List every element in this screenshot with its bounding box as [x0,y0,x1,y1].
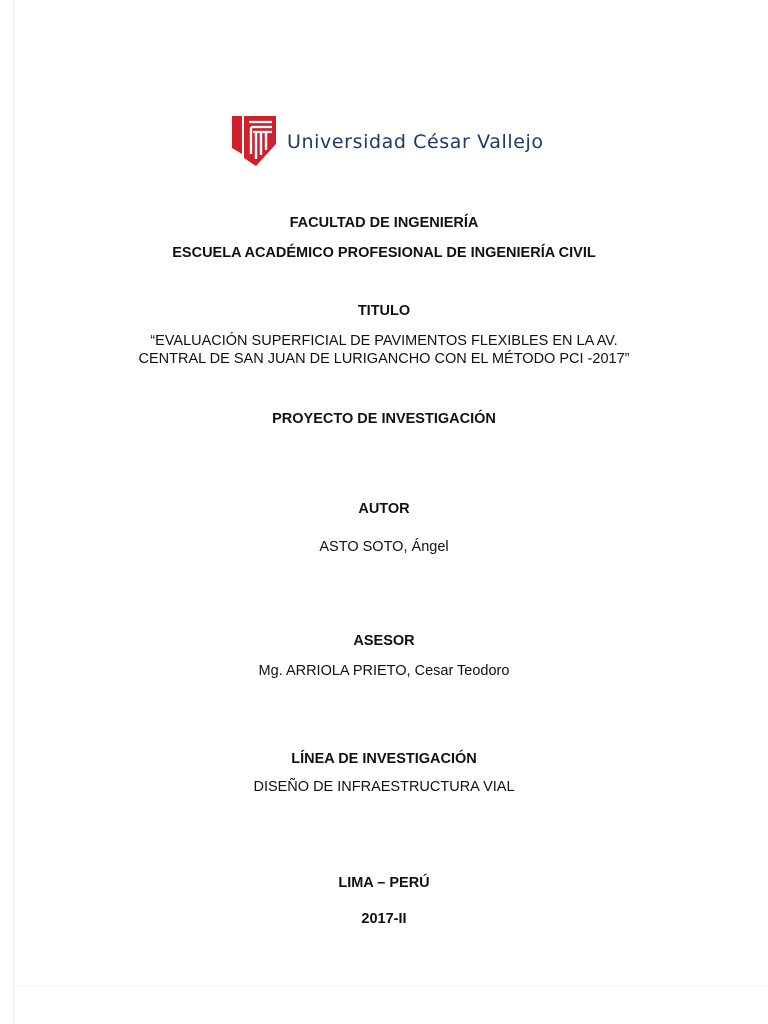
place: LIMA – PERÚ [338,875,430,891]
thesis-title-line-2: CENTRAL DE SAN JUAN DE LURIGANCHO CON EL MÉTODO PCI -2017” [138,351,630,367]
thesis-title-line-1: “EVALUACIÓN SUPERFICIAL DE PAVIMENTOS FLEXIBLES EN LA AV. [150,333,618,349]
author-name: ASTO SOTO, Ángel [319,539,449,555]
advisor-name: Mg. ARRIOLA PRIETO, Cesar Teodoro [258,663,510,679]
author-heading: AUTOR [358,501,410,517]
period: 2017-II [361,911,407,927]
school-heading: ESCUELA ACADÉMICO PROFESIONAL DE INGENIERÍA CIVIL [172,245,596,261]
research-line-heading: LÍNEA DE INVESTIGACIÓN [291,751,477,767]
project-type: PROYECTO DE INVESTIGACIÓN [272,411,496,427]
faculty-heading: FACULTAD DE INGENIERÍA [289,215,479,231]
advisor-heading: ASESOR [353,633,415,649]
university-logo [232,114,544,166]
page-edge-bottom [13,985,768,986]
research-line-value: DISEÑO DE INFRAESTRUCTURA VIAL [253,779,515,795]
title-heading: TITULO [357,303,411,319]
university-name: Universidad César Vallejo [287,131,544,153]
university-crest-icon [232,114,276,166]
